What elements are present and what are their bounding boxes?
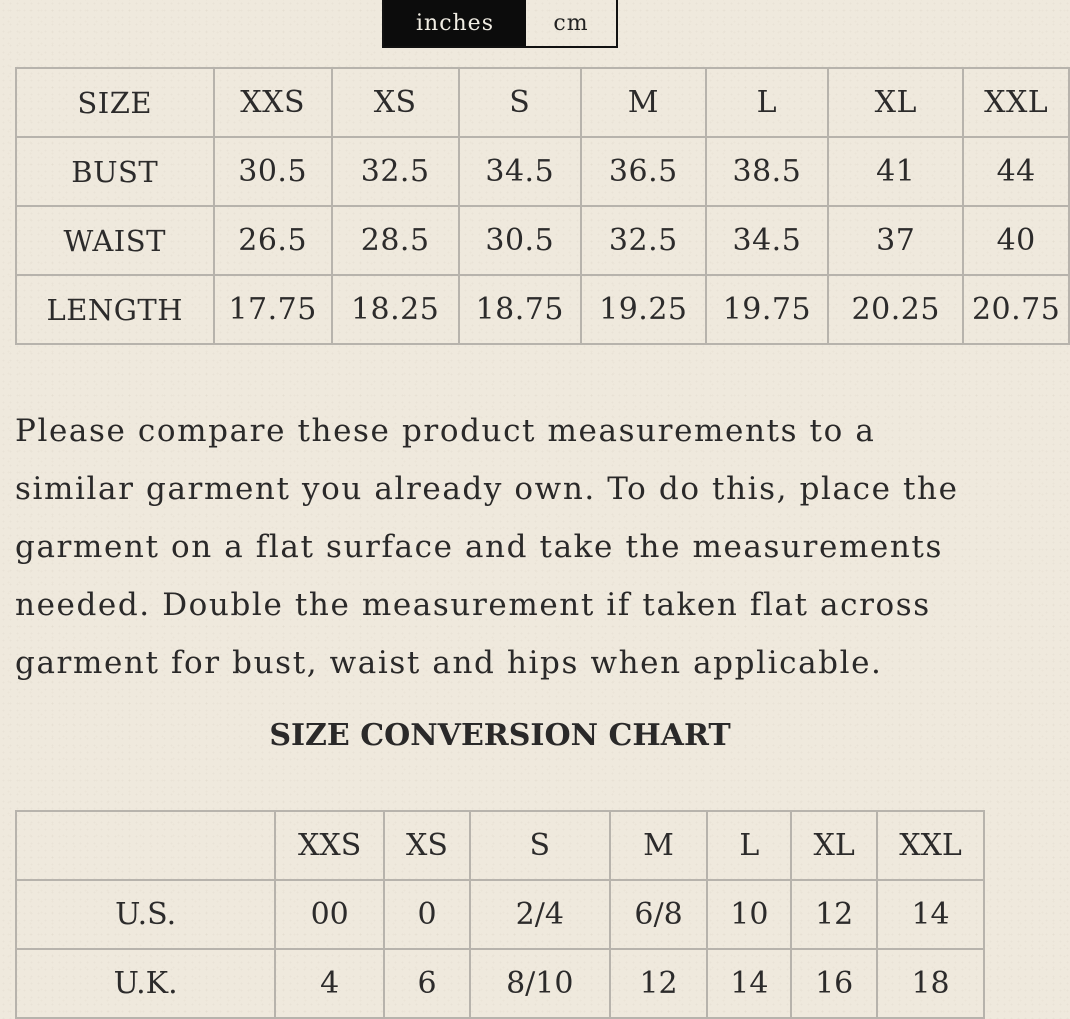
table-header-row bbox=[16, 811, 984, 880]
table-header-cell: XXS bbox=[214, 68, 332, 137]
table-header-cell: XXL bbox=[963, 68, 1069, 137]
table-cell: 8/10 bbox=[470, 949, 610, 1018]
table-cell: 6 bbox=[384, 949, 470, 1018]
table-cell: 38.5 bbox=[706, 137, 829, 206]
table-cell: 20.25 bbox=[828, 275, 963, 344]
table-row-label: LENGTH bbox=[16, 275, 214, 344]
table-cell: 19.75 bbox=[706, 275, 829, 344]
measurement-instructions: Please compare these product measurements to a similar garment you already own. To do this, place the garment on a flat surface and take the measurements needed. Double the measurement if taken flat across garment for bust, waist and hips when applicable. bbox=[15, 413, 959, 681]
table-header-cell: XL bbox=[828, 68, 963, 137]
conversion-table bbox=[15, 810, 985, 1019]
table-header-cell: M bbox=[610, 811, 708, 880]
table-cell: 17.75 bbox=[214, 275, 332, 344]
table-cell: 6/8 bbox=[610, 880, 708, 949]
table-cell: 34.5 bbox=[459, 137, 582, 206]
table-cell: 20.75 bbox=[963, 275, 1069, 344]
table-row bbox=[16, 880, 984, 949]
table-header-cell: L bbox=[707, 811, 791, 880]
table-cell: 40 bbox=[963, 206, 1069, 275]
table-header-cell: XXS bbox=[275, 811, 384, 880]
table-cell: 12 bbox=[610, 949, 708, 1018]
conversion-chart-title: SIZE CONVERSION CHART bbox=[269, 718, 731, 753]
table-cell: 16 bbox=[791, 949, 877, 1018]
table-row bbox=[16, 949, 984, 1018]
table-row-label: U.S. bbox=[16, 880, 275, 949]
table-cell: 26.5 bbox=[214, 206, 332, 275]
table-header-cell: SIZE bbox=[16, 68, 214, 137]
table-header-cell: XS bbox=[332, 68, 459, 137]
table-header-cell: S bbox=[470, 811, 610, 880]
table-header-row bbox=[16, 68, 1069, 137]
table-row-label: U.K. bbox=[16, 949, 275, 1018]
table-cell: 12 bbox=[791, 880, 877, 949]
table-row-label: BUST bbox=[16, 137, 214, 206]
table-header-cell: XS bbox=[384, 811, 470, 880]
table-cell: 19.25 bbox=[581, 275, 706, 344]
table-cell: 18 bbox=[877, 949, 984, 1018]
table-header-cell: XL bbox=[791, 811, 877, 880]
measurements-table-container bbox=[15, 67, 1061, 352]
table-header-cell: S bbox=[459, 68, 582, 137]
unit-option-inches[interactable]: inches bbox=[384, 0, 526, 46]
table-header-cell: XXL bbox=[877, 811, 984, 880]
table-cell: 34.5 bbox=[706, 206, 829, 275]
table-cell: 00 bbox=[275, 880, 384, 949]
table-cell: 0 bbox=[384, 880, 470, 949]
table-cell: 37 bbox=[828, 206, 963, 275]
table-header-cell: M bbox=[581, 68, 706, 137]
table-cell: 18.25 bbox=[332, 275, 459, 344]
table-cell: 30.5 bbox=[214, 137, 332, 206]
conversion-table-container bbox=[15, 810, 985, 1000]
table-cell: 32.5 bbox=[332, 137, 459, 206]
table-row-label: WAIST bbox=[16, 206, 214, 275]
table-header-cell bbox=[16, 811, 275, 880]
table-cell: 41 bbox=[828, 137, 963, 206]
table-cell: 14 bbox=[877, 880, 984, 949]
unit-toggle bbox=[382, 0, 618, 48]
measurements-table bbox=[15, 67, 1070, 345]
table-cell: 2/4 bbox=[470, 880, 610, 949]
table-cell: 32.5 bbox=[581, 206, 706, 275]
table-row bbox=[16, 137, 1069, 206]
table-row bbox=[16, 275, 1069, 344]
table-cell: 36.5 bbox=[581, 137, 706, 206]
table-row bbox=[16, 206, 1069, 275]
table-cell: 44 bbox=[963, 137, 1069, 206]
table-cell: 28.5 bbox=[332, 206, 459, 275]
table-cell: 30.5 bbox=[459, 206, 582, 275]
table-cell: 10 bbox=[707, 880, 791, 949]
table-cell: 4 bbox=[275, 949, 384, 1018]
table-cell: 18.75 bbox=[459, 275, 582, 344]
table-cell: 14 bbox=[707, 949, 791, 1018]
unit-option-cm[interactable]: cm bbox=[553, 10, 589, 36]
table-header-cell: L bbox=[706, 68, 829, 137]
